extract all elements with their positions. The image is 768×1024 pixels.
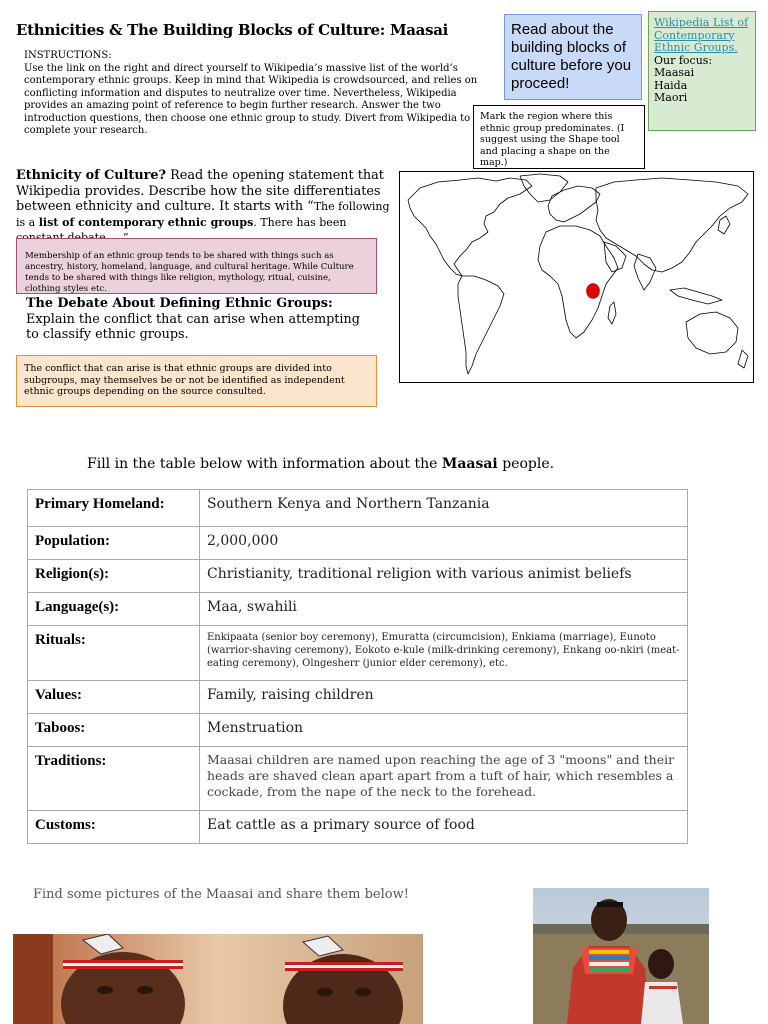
debate-heading: The Debate About Defining Ethnic Groups:: [26, 296, 333, 311]
row-value[interactable]: Enkipaata (senior boy ceremony), Emuratta (circumcision), Enkiama (marriage), Eunoto (warrior-shaving ceremony), Eokoto e-kule (milk-drinking ceremony), Enkang oo-nkiri (meat-eating ceremony), Olngesherr (junior elder ceremony), etc.: [200, 626, 688, 681]
maasai-woman-illustration: [533, 888, 709, 1024]
row-value[interactable]: 2,000,000: [200, 527, 688, 560]
madagascar-outline: [608, 302, 616, 324]
maasai-woman-photo[interactable]: [533, 888, 709, 1024]
table-row: [28, 560, 688, 593]
south-america-outline: [458, 276, 504, 374]
row-value[interactable]: Menstruation: [200, 714, 688, 747]
row-label: Language(s):: [28, 593, 200, 626]
table-row: [28, 626, 688, 681]
row-label: Customs:: [28, 811, 200, 844]
new-zealand-outline: [738, 350, 748, 368]
row-label: Traditions:: [28, 747, 200, 811]
page-title: Ethnicities & The Building Blocks of Culture: Maasai: [16, 21, 449, 39]
culture-table: [27, 489, 688, 844]
table-row: [28, 681, 688, 714]
row-label: Rituals:: [28, 626, 200, 681]
ethnicity-text: Read the opening statement that Wikipedia provides. Describe how the site differentiates between ethnicity and culture. It starts with “: [16, 168, 384, 214]
row-value[interactable]: Southern Kenya and Northern Tanzania: [200, 490, 688, 527]
instructions-heading: INSTRUCTIONS:: [24, 50, 112, 61]
focus-group-maori: Maori: [654, 91, 688, 104]
ethnicity-quote-link: list of contemporary ethnic groups: [38, 215, 254, 229]
arabia-outline: [604, 242, 626, 272]
row-label: Religion(s):: [28, 560, 200, 593]
debate-answer-box[interactable]: The conflict that can arise is that ethnic groups are divided into subgroups, may themselves be or not be identified as independent ethnic groups depending on the source consulted.: [16, 355, 377, 407]
japan-outline: [718, 216, 730, 234]
north-america-outline: [408, 178, 532, 276]
focus-group-haida: Haida: [654, 78, 688, 92]
asia-outline: [596, 178, 748, 272]
row-value[interactable]: Maasai children are named upon reaching the age of 3 "moons" and their heads are shaved clean apart apart from a tuft of hair, which resembles a cockade, from the nape of the neck to the forehead.: [200, 747, 688, 811]
maasai-warriors-illustration: [13, 934, 423, 1024]
table-row: [28, 490, 688, 527]
europe-outline: [548, 186, 600, 222]
table-prompt-after: people.: [497, 456, 555, 472]
greenland-outline: [520, 174, 568, 202]
table-row: [28, 527, 688, 560]
instructions-body: Use the link on the right and direct yourself to Wikipedia’s massive list of the world’s contemporary ethnic groups. Keep in mind that Wikipedia is crowdsourced, and relies on conflicting information and disputes to neutralize over time. Nevertheless, Wikipedia provides an amazing point of reference to begin further research. Answer the two introduction questions, then choose one ethnic group to study. Divert from Wikipedia to complete your research.: [24, 62, 478, 136]
table-row: [28, 811, 688, 844]
world-map[interactable]: [399, 171, 754, 383]
world-map-svg: [400, 172, 753, 382]
ethnicity-quote-end: . There has been: [253, 215, 347, 229]
ethnicity-question: [16, 168, 396, 246]
row-value[interactable]: Christianity, traditional religion with various animist beliefs: [200, 560, 688, 593]
table-row: [28, 714, 688, 747]
row-label: Values:: [28, 681, 200, 714]
table-prompt-people: Maasai: [441, 456, 498, 472]
australia-outline: [686, 312, 738, 354]
debate-text: Explain the conflict that can arise when attempting to classify ethnic groups.: [26, 311, 360, 342]
map-instruction-box: Mark the region where this ethnic group predominates. (I suggest using the Shape tool and placing a shape on the map.): [473, 105, 645, 169]
ethnicity-quote-start: The following is a: [16, 200, 390, 229]
row-label: Population:: [28, 527, 200, 560]
maasai-region-marker: [587, 284, 600, 299]
instructions: [24, 50, 479, 138]
table-row: [28, 747, 688, 811]
focus-label: Our focus:: [654, 53, 713, 67]
india-outline: [634, 254, 656, 290]
row-label: Primary Homeland:: [28, 490, 200, 527]
table-prompt-before: Fill in the table below with information about the: [87, 456, 442, 472]
ethnicity-heading: Ethnicity of Culture?: [16, 168, 167, 183]
maasai-warriors-photo[interactable]: [13, 934, 423, 1024]
wikipedia-link[interactable]: Wikipedia List of Contemporary Ethnic Groups.: [654, 16, 749, 54]
row-label: Taboos:: [28, 714, 200, 747]
wiki-box: [648, 11, 756, 131]
table-row: [28, 593, 688, 626]
row-value[interactable]: Family, raising children: [200, 681, 688, 714]
ethnicity-answer-box[interactable]: Membership of an ethnic group tends to be shared with things such as ancestry, history, homeland, language, and cultural heritage. While Culture tends to be shared with things like religion, mythology, ritual, cuisine, clothing styles etc.: [16, 238, 377, 294]
pictures-prompt: Find some pictures of the Maasai and share them below!: [33, 887, 409, 902]
row-value[interactable]: Eat cattle as a primary source of food: [200, 811, 688, 844]
focus-group-maasai: Maasai: [654, 66, 695, 79]
indonesia-outline: [670, 288, 722, 304]
read-prompt-box: Read about the building blocks of culture before you proceed!: [504, 14, 642, 100]
row-value[interactable]: Maa, swahili: [200, 593, 688, 626]
table-prompt: [87, 456, 554, 472]
debate-question: [26, 296, 376, 343]
